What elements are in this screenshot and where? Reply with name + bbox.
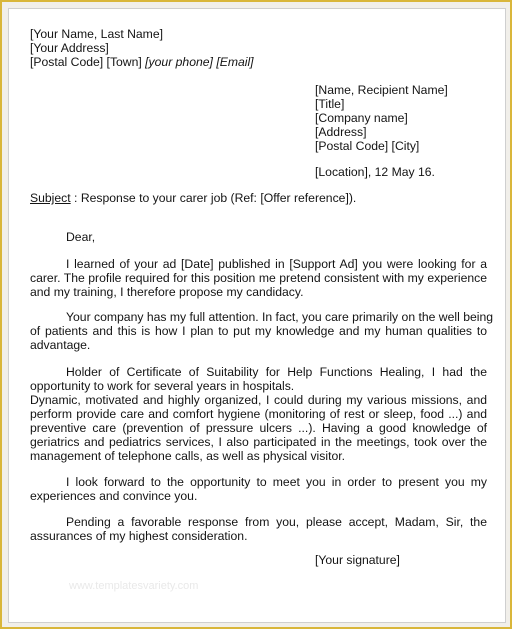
subject-line	[30, 192, 356, 206]
sender-postal-town-text: [Postal Code] [Town]	[30, 55, 142, 69]
sender-postal-town	[30, 56, 254, 70]
paragraph-line: I look forward to the opportunity to meet you in order to present you my	[66, 475, 487, 489]
recipient-title: [Title]	[315, 97, 345, 111]
watermark: www.templatesvariety.com	[69, 580, 199, 592]
paragraph-line: Holder of Certificate of Suitability for Help Functions Healing, I had the	[66, 365, 487, 379]
subject-text: : Response to your carer job (Ref: [Offer reference]).	[70, 191, 357, 205]
paragraph-line: geriatrics and pediatrics services, I also participated in the meetings, took over the	[30, 435, 487, 449]
sender-address: [Your Address]	[30, 41, 109, 55]
paragraph-line: Dynamic, motivated and highly organized, I could during my various missions, and	[30, 393, 487, 407]
letter-page	[8, 8, 506, 623]
paragraph-line: I learned of your ad [Date] published in [Support Ad] you were looking for a	[66, 257, 487, 271]
paragraph-2	[30, 310, 494, 352]
paragraph-5	[30, 515, 487, 543]
paragraph-line: experiences and convince you.	[30, 489, 198, 503]
signature: [Your signature]	[315, 553, 400, 567]
paragraph-3	[30, 365, 487, 463]
date-line: [Location], 12 May 16.	[315, 165, 435, 179]
sender-phone-email: [your phone] [Email]	[145, 55, 254, 69]
recipient-postal-city: [Postal Code] [City]	[315, 139, 420, 153]
paragraph-line: perform provide care and comfort hygiene (monitoring of rest or sleep, food ...) and	[30, 407, 487, 421]
paragraph-line: and my training, I therefore propose my candidacy.	[30, 285, 304, 299]
subject-label: Subject	[30, 191, 71, 205]
recipient-company: [Company name]	[315, 111, 408, 125]
paragraph-line: assurances of my highest consideration.	[30, 529, 248, 543]
paragraph-line: of patients and this is how I plan to put my knowledge and my human qualities to	[30, 324, 487, 338]
paragraph-line: opportunity to work for several years in hospitals.	[30, 379, 295, 393]
paragraph-line: management of telephone calls, as well as physical visitor.	[30, 449, 346, 463]
recipient-address: [Address]	[315, 125, 367, 139]
salutation: Dear,	[66, 230, 96, 244]
paragraph-4	[30, 475, 487, 503]
paragraph-line: preventive care (prevention of pressure ulcers ...). Having a good knowledge of	[30, 421, 487, 435]
paragraph-line: Pending a favorable response from you, please accept, Madam, Sir, the	[66, 515, 487, 529]
sender-name: [Your Name, Last Name]	[30, 27, 163, 41]
paragraph-line: advantage.	[30, 338, 91, 352]
paragraph-line: Your company has my full attention. In fact, you care primarily on the well being	[66, 310, 494, 324]
paragraph-line: carer. The profile required for this position me pretend consistent with my experience	[30, 271, 487, 285]
paragraph-1	[30, 257, 487, 299]
recipient-name: [Name, Recipient Name]	[315, 83, 448, 97]
